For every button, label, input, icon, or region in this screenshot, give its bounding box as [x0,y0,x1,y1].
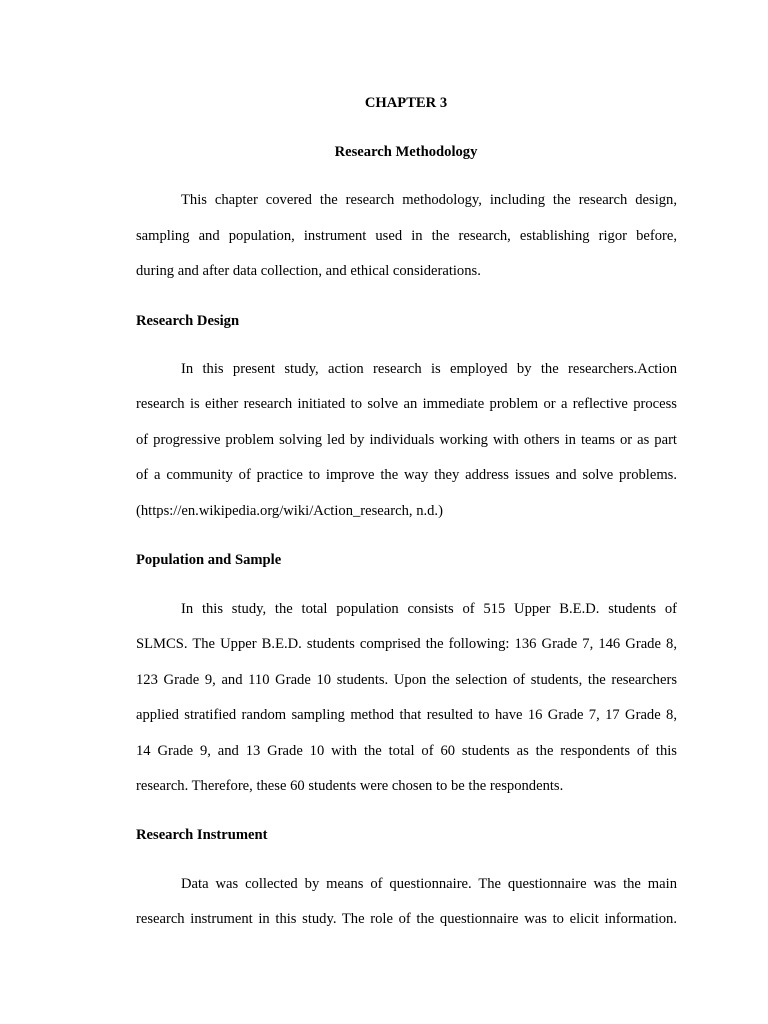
paragraph-line: SLMCS. The Upper B.E.D. students comprised the following: 136 Grade 7, 146 Grade 8, [136,636,677,652]
paragraph-line: Data was collected by means of questionnaire. The questionnaire was the main [181,876,677,892]
intro-line: This chapter covered the research methodology, including the research design, [181,192,677,208]
paragraph-line: 123 Grade 9, and 110 Grade 10 students. Upon the selection of students, the researchers [136,672,677,688]
intro-line: sampling and population, instrument used in the research, establishing rigor before, [136,228,677,244]
paragraph-line: research is either research initiated to solve an immediate problem or a reflective process [136,396,677,412]
section-heading-population-sample: Population and Sample [136,552,282,568]
paragraph-line: 14 Grade 9, and 13 Grade 10 with the total of 60 students as the respondents of this [136,743,677,759]
chapter-heading: CHAPTER 3 [364,95,448,111]
paragraph-line: applied stratified random sampling method that resulted to have 16 Grade 7, 17 Grade 8, [136,707,677,723]
chapter-title: Research Methodology [334,144,478,160]
paragraph-line: research. Therefore, these 60 students were chosen to be the respondents. [136,778,564,794]
paragraph-line: of a community of practice to improve the way they address issues and solve problems. [136,467,677,483]
section-heading-research-design: Research Design [136,313,240,329]
paragraph-line: of progressive problem solving led by individuals working with others in teams or as part [136,432,677,448]
intro-line: during and after data collection, and ethical considerations. [136,263,481,279]
section-heading-research-instrument: Research Instrument [136,827,268,843]
paragraph-line: In this study, the total population consists of 515 Upper B.E.D. students of [181,601,677,617]
paragraph-line: In this present study, action research is employed by the researchers.Action [181,361,677,377]
paragraph-line: (https://en.wikipedia.org/wiki/Action_research, n.d.) [136,503,443,519]
paragraph-line: research instrument in this study. The role of the questionnaire was to elicit information. [136,911,677,927]
